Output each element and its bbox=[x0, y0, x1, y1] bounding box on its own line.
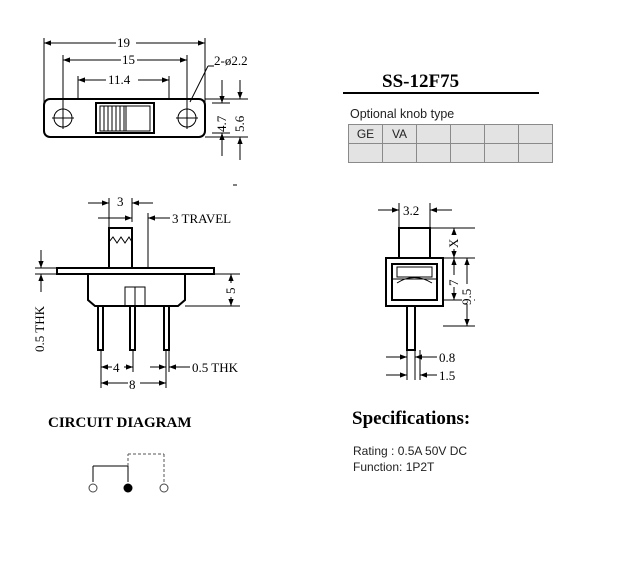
knob-table-title: Optional knob type bbox=[350, 107, 455, 121]
part-number: SS-12F75 bbox=[382, 71, 460, 92]
travel-label: 3 TRAVEL bbox=[172, 211, 232, 226]
dim-overall-length: 19 bbox=[117, 35, 130, 50]
dim-knob-width: 3 bbox=[117, 194, 124, 209]
hole-note: 2-ø2.2 bbox=[214, 53, 248, 68]
circuit-diagram-title: CIRCUIT DIAGRAM bbox=[48, 415, 192, 431]
part-number-underline bbox=[343, 92, 539, 94]
circuit-diagram bbox=[89, 454, 168, 493]
thk-left: 0.5 THK bbox=[32, 306, 47, 352]
spec-rating: Rating : 0.5A 50V DC bbox=[353, 444, 468, 458]
thk-right: 0.5 THK bbox=[192, 360, 238, 375]
side-view bbox=[32, 194, 240, 392]
dim-7: 7 bbox=[446, 279, 461, 286]
dim-slot-length: 11.4 bbox=[108, 72, 131, 87]
dim-knob-width-end: 3.2 bbox=[403, 203, 420, 218]
knob-cell bbox=[519, 125, 553, 144]
dim-body-height: 5 bbox=[223, 287, 238, 294]
knob-table-row bbox=[349, 144, 553, 163]
knob-cell bbox=[349, 144, 383, 163]
spec-function: Function: 1P2T bbox=[353, 460, 435, 474]
dim-pin-pitch: 4 bbox=[113, 360, 120, 375]
knob-cell bbox=[383, 144, 417, 163]
terminal-right bbox=[160, 484, 168, 492]
dim-pin-thickness: 0.8 bbox=[439, 350, 456, 365]
dim-9-5: 9.5 bbox=[459, 288, 474, 305]
terminal-common bbox=[124, 484, 133, 493]
knob-table-row bbox=[349, 125, 553, 144]
terminal-left bbox=[89, 484, 97, 492]
knob-cell bbox=[485, 125, 519, 144]
knob-cell bbox=[451, 144, 485, 163]
knob-table bbox=[348, 124, 553, 163]
end-view bbox=[378, 203, 475, 383]
knob-cell bbox=[485, 144, 519, 163]
dim-height-inner: 4.7 bbox=[214, 115, 229, 132]
knob-cell bbox=[417, 125, 451, 144]
knob-cell: GE bbox=[349, 125, 383, 144]
knob-cell bbox=[519, 144, 553, 163]
knob-cell bbox=[417, 144, 451, 163]
dim-hole-spacing: 15 bbox=[122, 52, 135, 67]
knob-cell: VA bbox=[383, 125, 417, 144]
dim-pin-pitch-end: 1.5 bbox=[439, 368, 456, 383]
knob-cell bbox=[451, 125, 485, 144]
dim-height-outer: 5.6 bbox=[232, 115, 247, 132]
top-view bbox=[44, 35, 248, 185]
dim-x: X bbox=[446, 238, 461, 248]
dim-pin-span: 8 bbox=[129, 377, 136, 392]
specifications-title: Specifications: bbox=[352, 408, 471, 429]
